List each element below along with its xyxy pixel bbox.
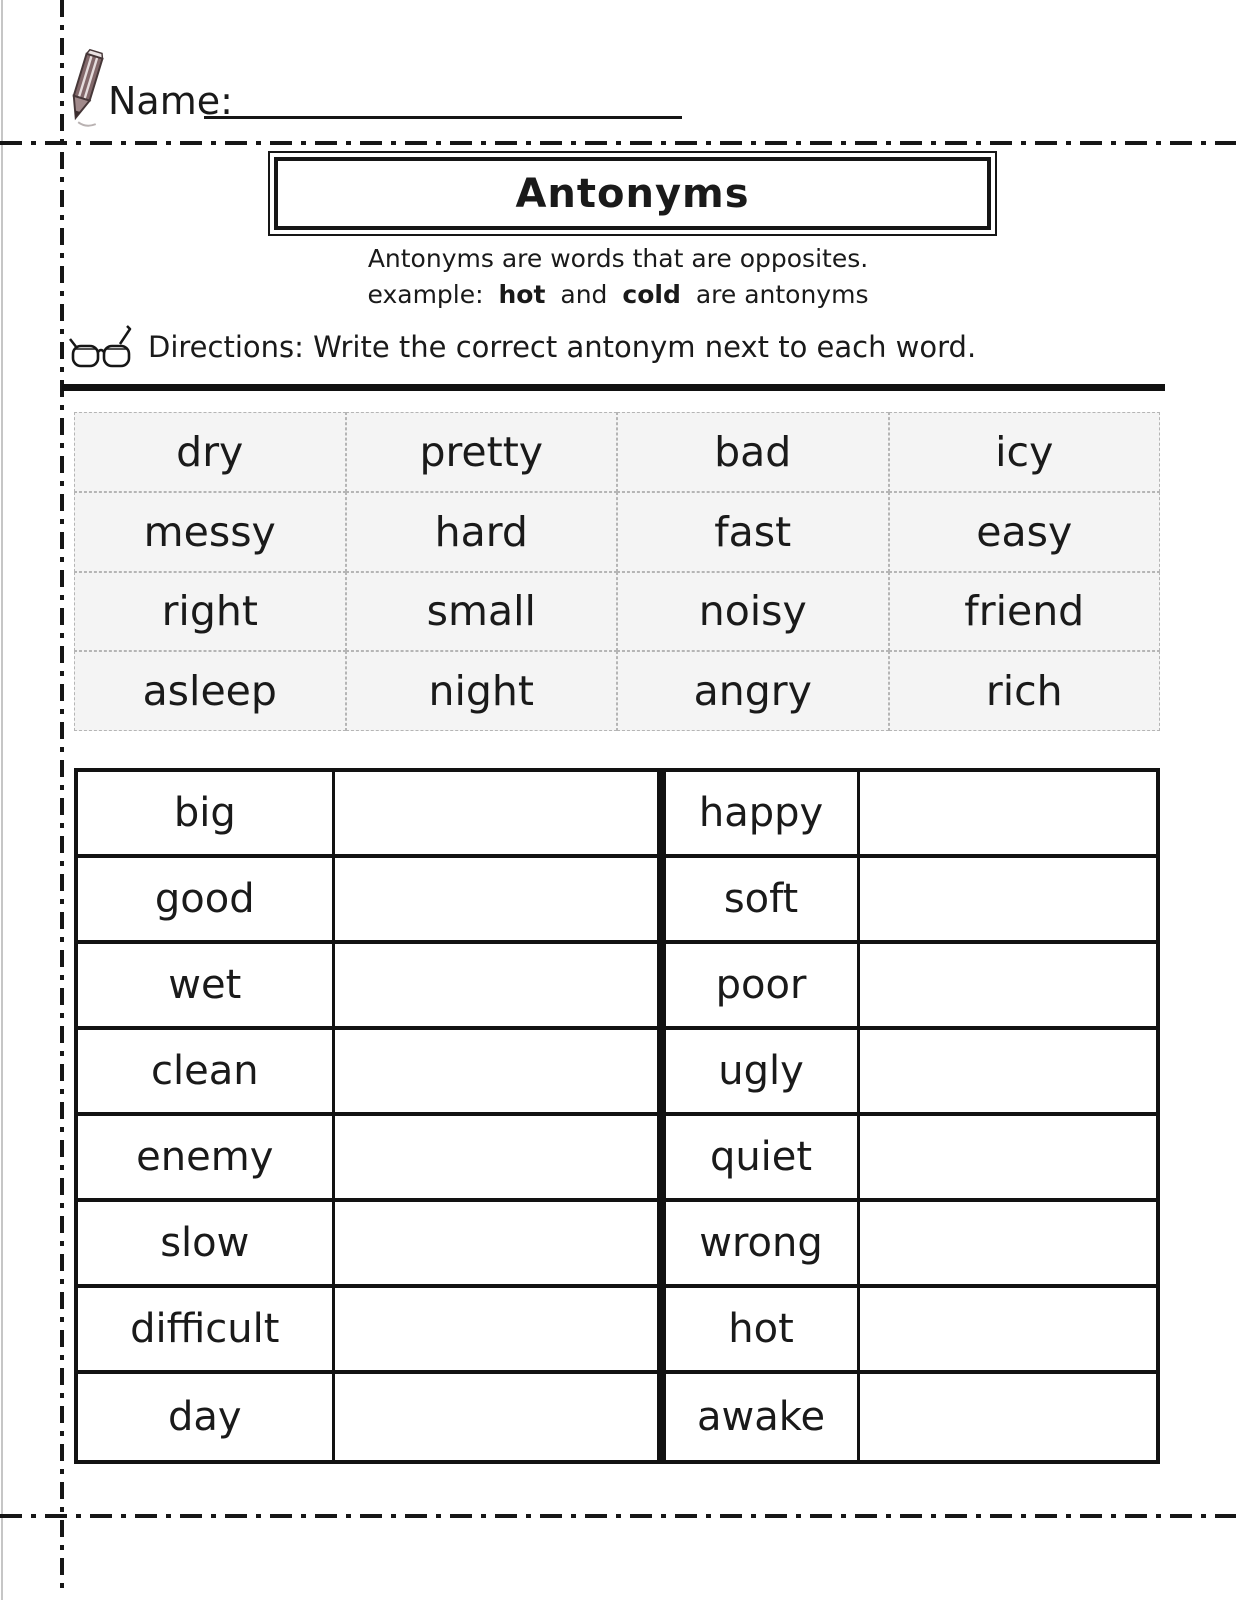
table-row [78,858,1156,944]
prompt-word-left: wet [78,944,335,1026]
answer-blank-right[interactable] [860,772,1156,854]
answer-blank-right[interactable] [860,944,1156,1026]
word-bank-word: easy [889,492,1161,572]
answer-blank-left[interactable] [335,858,666,940]
answer-blank-right[interactable] [860,1288,1156,1370]
answer-blank-left[interactable] [335,1202,666,1284]
table-row [78,1202,1156,1288]
prompt-word-right: ugly [666,1030,860,1112]
word-bank-word: asleep [74,651,346,731]
word-bank-word: right [74,572,346,652]
word-bank-word: noisy [617,572,889,652]
directions-text: Directions: Write the correct antonym next to each word. [148,330,977,364]
prompt-word-left: difficult [78,1288,335,1370]
answer-blank-left[interactable] [335,1030,666,1112]
glasses-icon [68,322,138,372]
prompt-word-left: big [78,772,335,854]
word-bank-word: night [346,651,618,731]
example-conjunction: and [560,279,608,309]
page-edge-line [1,0,3,1600]
word-bank-word: icy [889,412,1161,492]
prompt-word-left: day [78,1374,335,1460]
table-row [78,1030,1156,1116]
answer-table [74,768,1160,1464]
answer-blank-left[interactable] [335,1116,666,1198]
subtitle-block [0,243,1236,311]
example-suffix: are antonyms [695,279,869,309]
fold-guide-top [0,141,1236,145]
word-bank [74,412,1160,731]
prompt-word-right: awake [666,1374,860,1460]
answer-blank-left[interactable] [335,944,666,1026]
answer-blank-left[interactable] [335,1288,666,1370]
table-row [78,1374,1156,1460]
example-line [0,279,1236,312]
answer-blank-left[interactable] [335,772,666,854]
example-prefix: example: [367,279,484,309]
answer-blank-left[interactable] [335,1374,666,1460]
prompt-word-right: soft [666,858,860,940]
prompt-word-right: poor [666,944,860,1026]
prompt-word-left: clean [78,1030,335,1112]
word-bank-word: dry [74,412,346,492]
word-bank-word: messy [74,492,346,572]
prompt-word-left: slow [78,1202,335,1284]
answer-blank-right[interactable] [860,1202,1156,1284]
subtitle-text: Antonyms are words that are opposites. [367,244,869,273]
word-bank-word: rich [889,651,1161,731]
word-bank-word: bad [617,412,889,492]
fold-guide-bottom [0,1514,1236,1518]
word-bank-word: small [346,572,618,652]
word-bank-word: fast [617,492,889,572]
page-title: Antonyms [515,170,750,217]
answer-blank-right[interactable] [860,858,1156,940]
table-row [78,772,1156,858]
prompt-word-left: enemy [78,1116,335,1198]
word-bank-word: friend [889,572,1161,652]
example-word-cold: cold [622,279,681,309]
table-row [78,944,1156,1030]
word-bank-word: pretty [346,412,618,492]
name-fill-line[interactable] [204,86,682,119]
fold-guide-vertical [60,0,64,1594]
section-divider-rule [62,384,1165,391]
prompt-word-left: good [78,858,335,940]
word-bank-word: hard [346,492,618,572]
table-row [78,1116,1156,1202]
word-bank-word: angry [617,651,889,731]
title-box [268,151,997,236]
answer-blank-right[interactable] [860,1116,1156,1198]
example-word-hot: hot [498,279,546,309]
prompt-word-right: wrong [666,1202,860,1284]
prompt-word-right: hot [666,1288,860,1370]
prompt-word-right: happy [666,772,860,854]
table-row [78,1288,1156,1374]
pencil-icon [62,48,108,130]
prompt-word-right: quiet [666,1116,860,1198]
answer-blank-right[interactable] [860,1374,1156,1460]
name-label: Name: [108,79,233,123]
answer-blank-right[interactable] [860,1030,1156,1112]
